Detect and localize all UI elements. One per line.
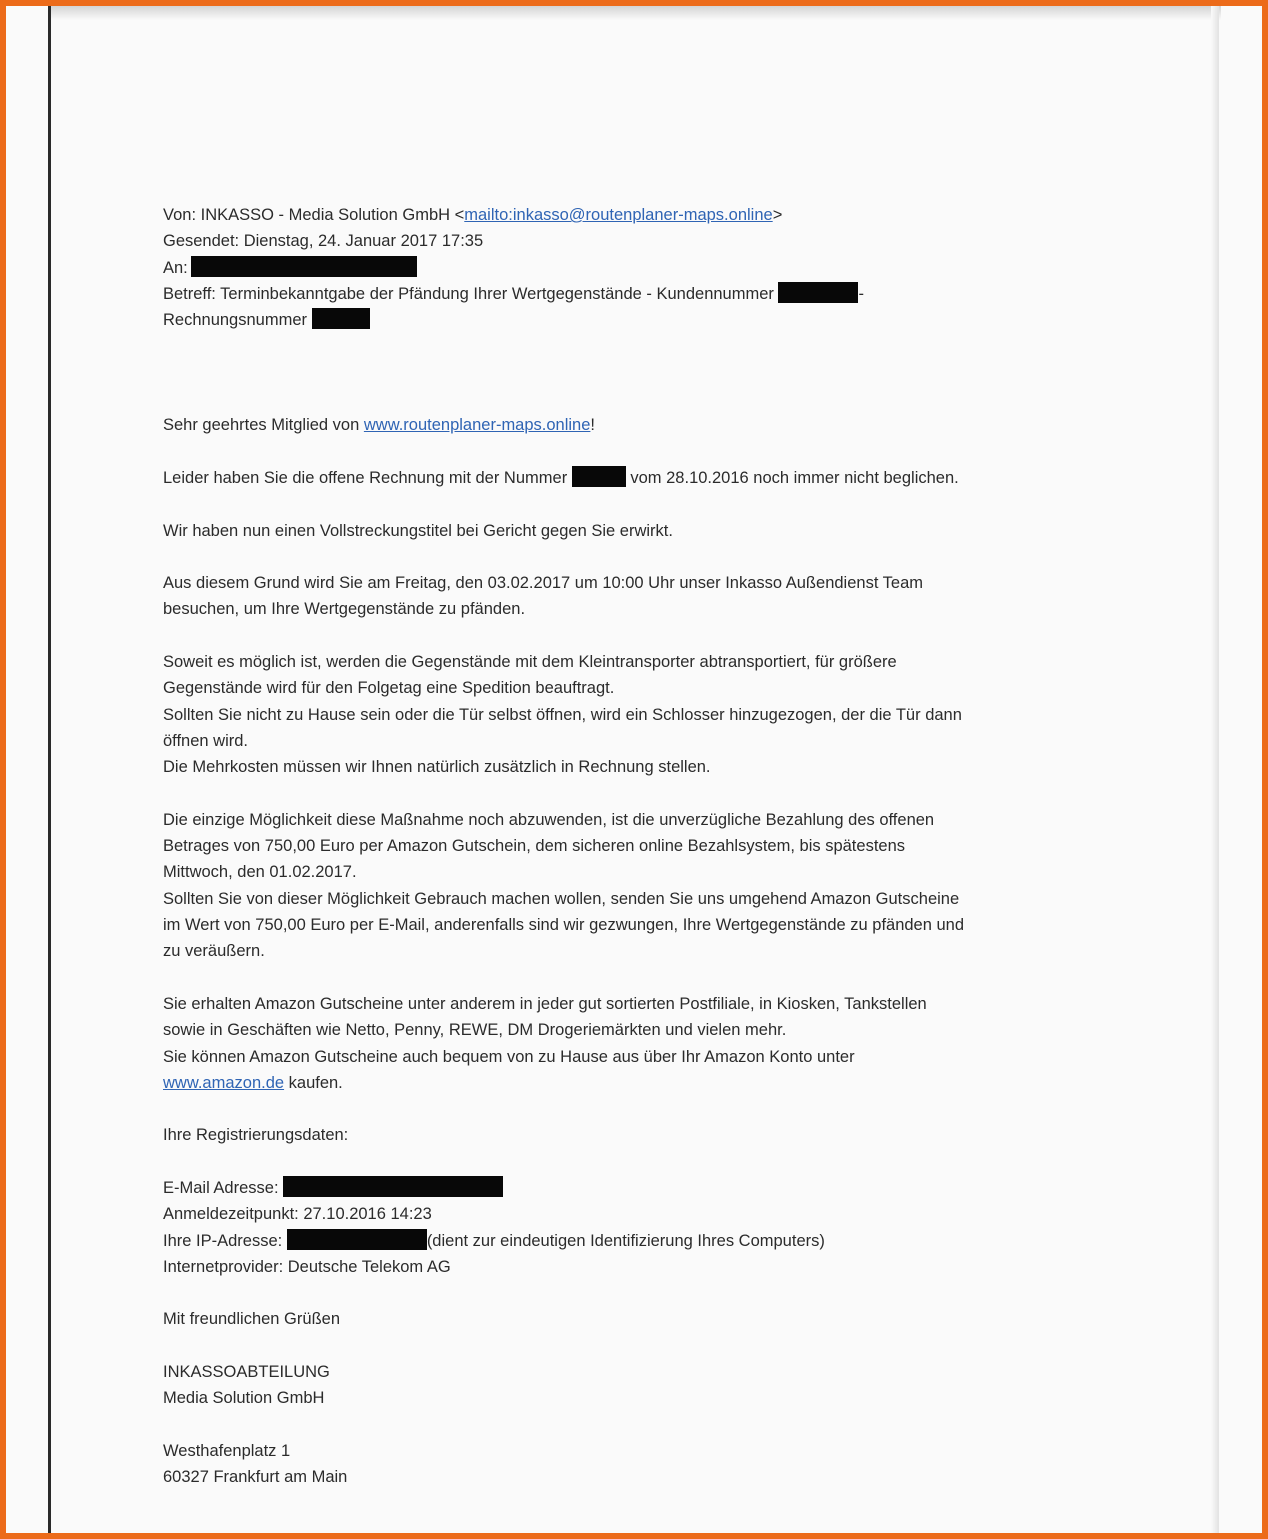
p1-suffix: vom 28.10.2016 noch immer nicht beglichen. — [630, 468, 959, 487]
signature-company: Media Solution GmbH — [163, 1389, 325, 1408]
p1-prefix: Leider haben Sie die offene Rechnung mit der Nummer — [163, 468, 568, 487]
routenplaner-link[interactable]: www.routenplaner-maps.online — [363, 416, 591, 435]
p4-line-5: Die Mehrkosten müssen wir Ihnen natürlich zusätzlich in Rechnung stellen. — [163, 758, 711, 777]
greeting-suffix: ! — [590, 416, 596, 435]
letter-content — [163, 202, 1143, 1491]
greeting-prefix: Sehr geehrtes Mitglied von — [163, 416, 364, 435]
scanned-letter-page — [6, 6, 1262, 1533]
address-city: 60327 Frankfurt am Main — [163, 1468, 348, 1487]
p4-line-1: Soweit es möglich ist, werden die Gegenstände mit dem Kleintransporter abtransportiert, für größere — [163, 653, 897, 672]
sent-line: Gesendet: Dienstag, 24. Januar 2017 17:35 — [163, 232, 484, 251]
redacted-email — [283, 1176, 503, 1197]
p3-line-1: Aus diesem Grund wird Sie am Freitag, den 03.02.2017 um 10:00 Uhr unser Inkasso Außendienst Team — [163, 574, 924, 593]
reg-ip-line — [163, 1228, 1143, 1254]
p5-line-3: Mittwoch, den 01.02.2017. — [163, 863, 357, 882]
redacted-ip — [287, 1229, 427, 1250]
registration-data — [163, 1175, 1143, 1280]
to-line — [163, 255, 1143, 281]
redacted-invoice-ref — [572, 466, 626, 487]
registration-title: Ihre Registrierungsdaten: — [163, 1126, 349, 1145]
reg-email-line — [163, 1175, 1143, 1201]
p6-suffix: kaufen. — [284, 1073, 343, 1092]
scan-edge-left — [48, 6, 51, 1533]
address-street: Westhafenplatz 1 — [163, 1441, 291, 1460]
from-line — [163, 202, 1143, 228]
paragraph-unpaid-invoice — [163, 465, 1143, 491]
reg-ip-label: Ihre IP-Adresse: — [163, 1231, 283, 1250]
reg-email-label: E-Mail Adresse: — [163, 1178, 279, 1197]
p6-line-4 — [163, 1070, 1143, 1096]
closing: Mit freundlichen Grüßen — [163, 1310, 340, 1329]
amazon-link[interactable]: www.amazon.de — [163, 1073, 285, 1092]
p6-line-2: sowie in Geschäften wie Netto, Penny, REWE, DM Drogeriemärkten und vielen mehr. — [163, 1021, 787, 1040]
reg-provider: Internetprovider: Deutsche Telekom AG — [163, 1257, 451, 1276]
paragraph-vouchers — [163, 991, 1143, 1096]
scan-edge-top — [51, 6, 1221, 20]
subject-label: Betreff: Terminbekanntgabe der Pfändung Ihrer Wertgegenstände - Kundennummer — [163, 284, 774, 303]
subject-dash: - — [858, 284, 864, 303]
to-label: An: — [163, 258, 188, 277]
invoice-line — [163, 307, 1143, 333]
paragraph-enforcement: Wir haben nun einen Vollstreckungstitel bei Gericht gegen Sie erwirkt. — [163, 521, 673, 540]
p5-line-6: zu veräußern. — [163, 942, 265, 961]
from-close: > — [772, 206, 783, 224]
p4-line-4: öffnen wird. — [163, 731, 248, 750]
from-email-link[interactable]: mailto:inkasso@routenplaner-maps.online — [464, 206, 773, 224]
paragraph-payment — [163, 807, 1143, 965]
address — [163, 1438, 1143, 1491]
p5-line-4: Sollten Sie von dieser Möglichkeit Gebrauch machen wollen, senden Sie uns umgehend Amazon Gutscheine — [163, 889, 960, 908]
scan-edge-right — [1211, 6, 1219, 1533]
subject-line — [163, 281, 1143, 307]
p4-line-3: Sollten Sie nicht zu Hause sein oder die Tür selbst öffnen, wird ein Schlosser hinzugezogen, der die Tür dann — [163, 705, 962, 724]
invoice-label: Rechnungsnummer — [163, 311, 307, 330]
p3-line-2: besuchen, um Ihre Wertgegenstände zu pfänden. — [163, 600, 526, 619]
paragraph-visit — [163, 570, 1143, 623]
from-label: Von: INKASSO - Media Solution GmbH < — [163, 206, 465, 224]
redacted-invoice-number — [312, 308, 370, 329]
p5-line-2: Betrages von 750,00 Euro per Amazon Gutschein, dem sicheren online Bezahlsystem, bis spätestens — [163, 837, 906, 856]
p6-line-1: Sie erhalten Amazon Gutscheine unter anderem in jeder gut sortierten Postfiliale, in Kiosken, Tankstellen — [163, 994, 927, 1013]
p4-line-2: Gegenstände wird für den Folgetag eine Spedition beauftragt. — [163, 679, 615, 698]
signature — [163, 1359, 1143, 1412]
reg-login-time: Anmeldezeitpunkt: 27.10.2016 14:23 — [163, 1205, 432, 1224]
p6-line-3: Sie können Amazon Gutscheine auch bequem von zu Hause aus über Ihr Amazon Konto unter — [163, 1047, 855, 1066]
reg-ip-suffix: (dient zur eindeutigen Identifizierung Ihres Computers) — [426, 1231, 825, 1250]
p5-line-1: Die einzige Möglichkeit diese Maßnahme noch abzuwenden, ist die unverzügliche Bezahlung des offenen — [163, 810, 935, 829]
greeting — [163, 412, 1143, 438]
signature-department: INKASSOABTEILUNG — [163, 1363, 330, 1382]
paragraph-seizure — [163, 649, 1143, 780]
p5-line-5: im Wert von 750,00 Euro per E-Mail, anderenfalls sind wir gezwungen, Ihre Wertgegenstände zu pfänden und — [163, 916, 965, 935]
redacted-customer-number — [778, 282, 858, 303]
redacted-recipient — [191, 256, 417, 277]
